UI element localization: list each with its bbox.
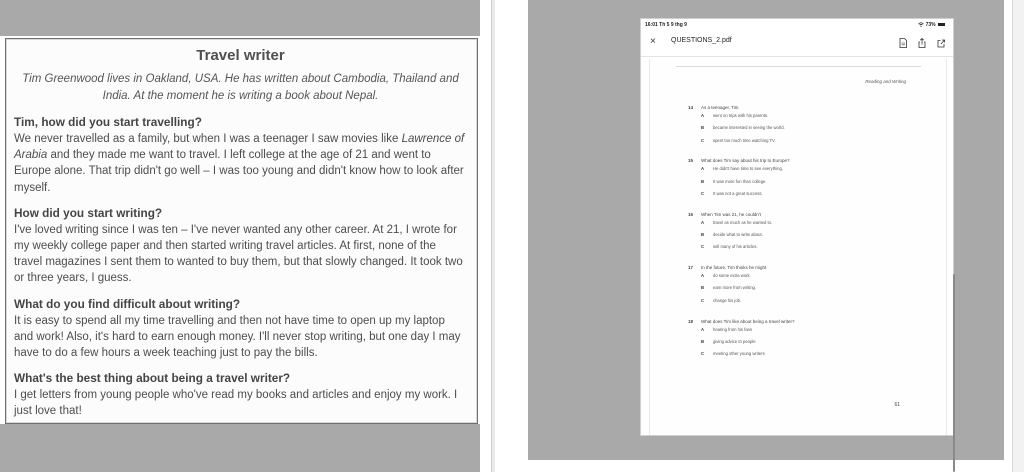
option-text: decide what to write about.	[713, 232, 763, 238]
option-text: spent too much time watching TV.	[713, 137, 776, 143]
option-letter: B	[701, 178, 705, 184]
article-page	[5, 38, 478, 424]
question-number: 17	[688, 265, 694, 271]
qa-answer-text: and they made me want to travel. I left college at the age of 21 and went to Europe alone. That trip didn't go well – I was too young and didn't know how to look after myself.	[14, 149, 464, 194]
page-number: 61	[894, 402, 900, 408]
option-letter: B	[701, 285, 705, 291]
option-letter: A	[701, 166, 705, 172]
document-icon[interactable]	[899, 38, 907, 48]
answer-option	[688, 125, 918, 137]
option-letter: A	[701, 113, 705, 118]
answer-option	[688, 166, 918, 178]
answer-option	[688, 285, 918, 297]
option-letter: A	[701, 219, 705, 225]
question-number: 14	[688, 105, 694, 110]
image-edge	[1012, 0, 1024, 472]
option-text: change his job.	[713, 297, 742, 303]
qa-question: What's the best thing about being a travel writer?	[14, 371, 291, 386]
qa-block	[14, 296, 467, 362]
option-text: became interested in seeing the world.	[713, 125, 785, 131]
question-item	[688, 212, 918, 257]
question-stem-row	[688, 105, 918, 113]
option-text: hearing from his fans	[713, 326, 753, 332]
wifi-icon	[918, 22, 924, 27]
question-list	[688, 105, 918, 372]
option-letter: A	[701, 326, 705, 332]
answer-option	[688, 351, 918, 363]
option-text: sell many of his articles.	[713, 244, 758, 250]
question-number: 18	[688, 318, 694, 324]
question-number: 15	[688, 158, 694, 164]
answer-option	[688, 244, 918, 256]
share-icon[interactable]	[918, 38, 926, 48]
option-letter: B	[701, 125, 705, 131]
photo-background-top	[0, 0, 480, 36]
option-letter: A	[701, 273, 705, 279]
answer-option	[688, 138, 918, 150]
tablet-screen	[640, 18, 954, 436]
qa-question: What do you find difficult about writing?	[14, 296, 241, 311]
answer-option	[688, 191, 918, 203]
question-stem: What does Tim say about his trip to Europe?	[701, 158, 790, 164]
answer-option	[688, 339, 918, 351]
option-text: It was not a great success.	[713, 190, 763, 196]
close-icon[interactable]: ×	[650, 36, 656, 47]
question-stem-row	[688, 212, 918, 220]
movie-title: Lawrence of Arabia	[14, 133, 465, 162]
option-text: meeting other young writers	[713, 351, 765, 357]
pdf-page	[649, 59, 947, 435]
option-letter: C	[701, 351, 705, 357]
option-letter: C	[701, 244, 705, 250]
option-text: travel as much as he wanted to.	[713, 219, 773, 225]
battery-percent: 73%	[925, 22, 936, 28]
question-item	[688, 265, 918, 310]
option-text: It was more fun than college.	[713, 178, 767, 184]
qa-answer: It is easy to spend all my time travelling and then not have time to open up my laptop and work! Also, it's hard to earn enough money. I'll never stop writing, but one day I may have to do a few hours a week teaching just to pay the bills.	[14, 314, 461, 360]
qa-answer	[14, 131, 467, 196]
qa-block	[14, 205, 467, 287]
option-letter: C	[701, 137, 705, 143]
question-stem: When Tim was 21, he couldn't	[701, 211, 761, 217]
qa-answer-text: We never travelled as a family, but when I was a teenager I saw movies like	[14, 133, 402, 145]
question-stem: In the future, Tim thinks he might	[701, 265, 767, 271]
open-external-icon[interactable]	[937, 38, 945, 48]
image-divider	[491, 0, 495, 472]
option-letter: C	[701, 297, 705, 303]
article-photo	[0, 0, 480, 472]
answer-option	[688, 273, 918, 285]
section-header: Reading and Writing	[865, 79, 906, 84]
status-time: 16:01 Th 5 9 thg 9	[645, 22, 687, 28]
question-item	[688, 319, 918, 364]
qa-answer: I've loved writing since I was ten – I've never wanted any other career. At 21, I wrote for my weekly college paper and then started writing travel articles. At first, none of the travel magazines I sent them to wanted to buy them, but that slowly changed. It took two or three years, I guess.	[14, 223, 463, 285]
option-text: went on trips with his parents.	[713, 113, 769, 118]
qa-block	[14, 370, 467, 419]
question-number: 16	[688, 211, 694, 217]
qa-answer: I get letters from young people who've read my books and articles and enjoy my work. I just love that!	[14, 389, 458, 418]
answer-option	[688, 298, 918, 310]
answer-option	[688, 327, 918, 339]
question-stem: As a teenager, Tim	[701, 105, 739, 110]
page-rule	[676, 66, 921, 67]
question-stem: What does Tim like about being a travel writer?	[701, 318, 795, 324]
answer-option	[688, 220, 918, 232]
answer-option	[688, 179, 918, 191]
status-bar	[641, 19, 953, 31]
option-text: He didn't have time to see everything.	[713, 166, 783, 172]
scrollbar[interactable]	[953, 274, 955, 472]
question-stem-row	[688, 158, 918, 166]
document-title: QUESTIONS_2.pdf	[671, 37, 732, 44]
question-item	[688, 105, 918, 150]
photo-background-bottom	[0, 424, 480, 472]
option-letter: B	[701, 338, 705, 344]
option-letter: C	[701, 190, 705, 196]
status-right	[918, 22, 945, 28]
pdf-toolbar	[641, 31, 953, 57]
answer-option	[688, 232, 918, 244]
answer-option	[688, 113, 918, 125]
qa-block	[14, 114, 467, 196]
article-intro: Tim Greenwood lives in Oakland, USA. He has written about Cambodia, Thailand and India. At the moment he is writing a book about Nepal.	[22, 73, 459, 102]
question-item	[688, 158, 918, 203]
battery-icon	[938, 23, 945, 27]
qa-question: How did you start writing?	[14, 205, 163, 220]
question-stem-row	[688, 319, 918, 327]
option-text: giving advice to people	[713, 338, 756, 344]
qa-question: Tim, how did you start travelling?	[14, 115, 202, 129]
question-stem-row	[688, 265, 918, 273]
article-title: Travel writer	[196, 47, 285, 64]
option-letter: B	[701, 232, 705, 238]
option-text: earn more from writing.	[713, 285, 757, 291]
option-text: do some extra work.	[713, 273, 751, 279]
